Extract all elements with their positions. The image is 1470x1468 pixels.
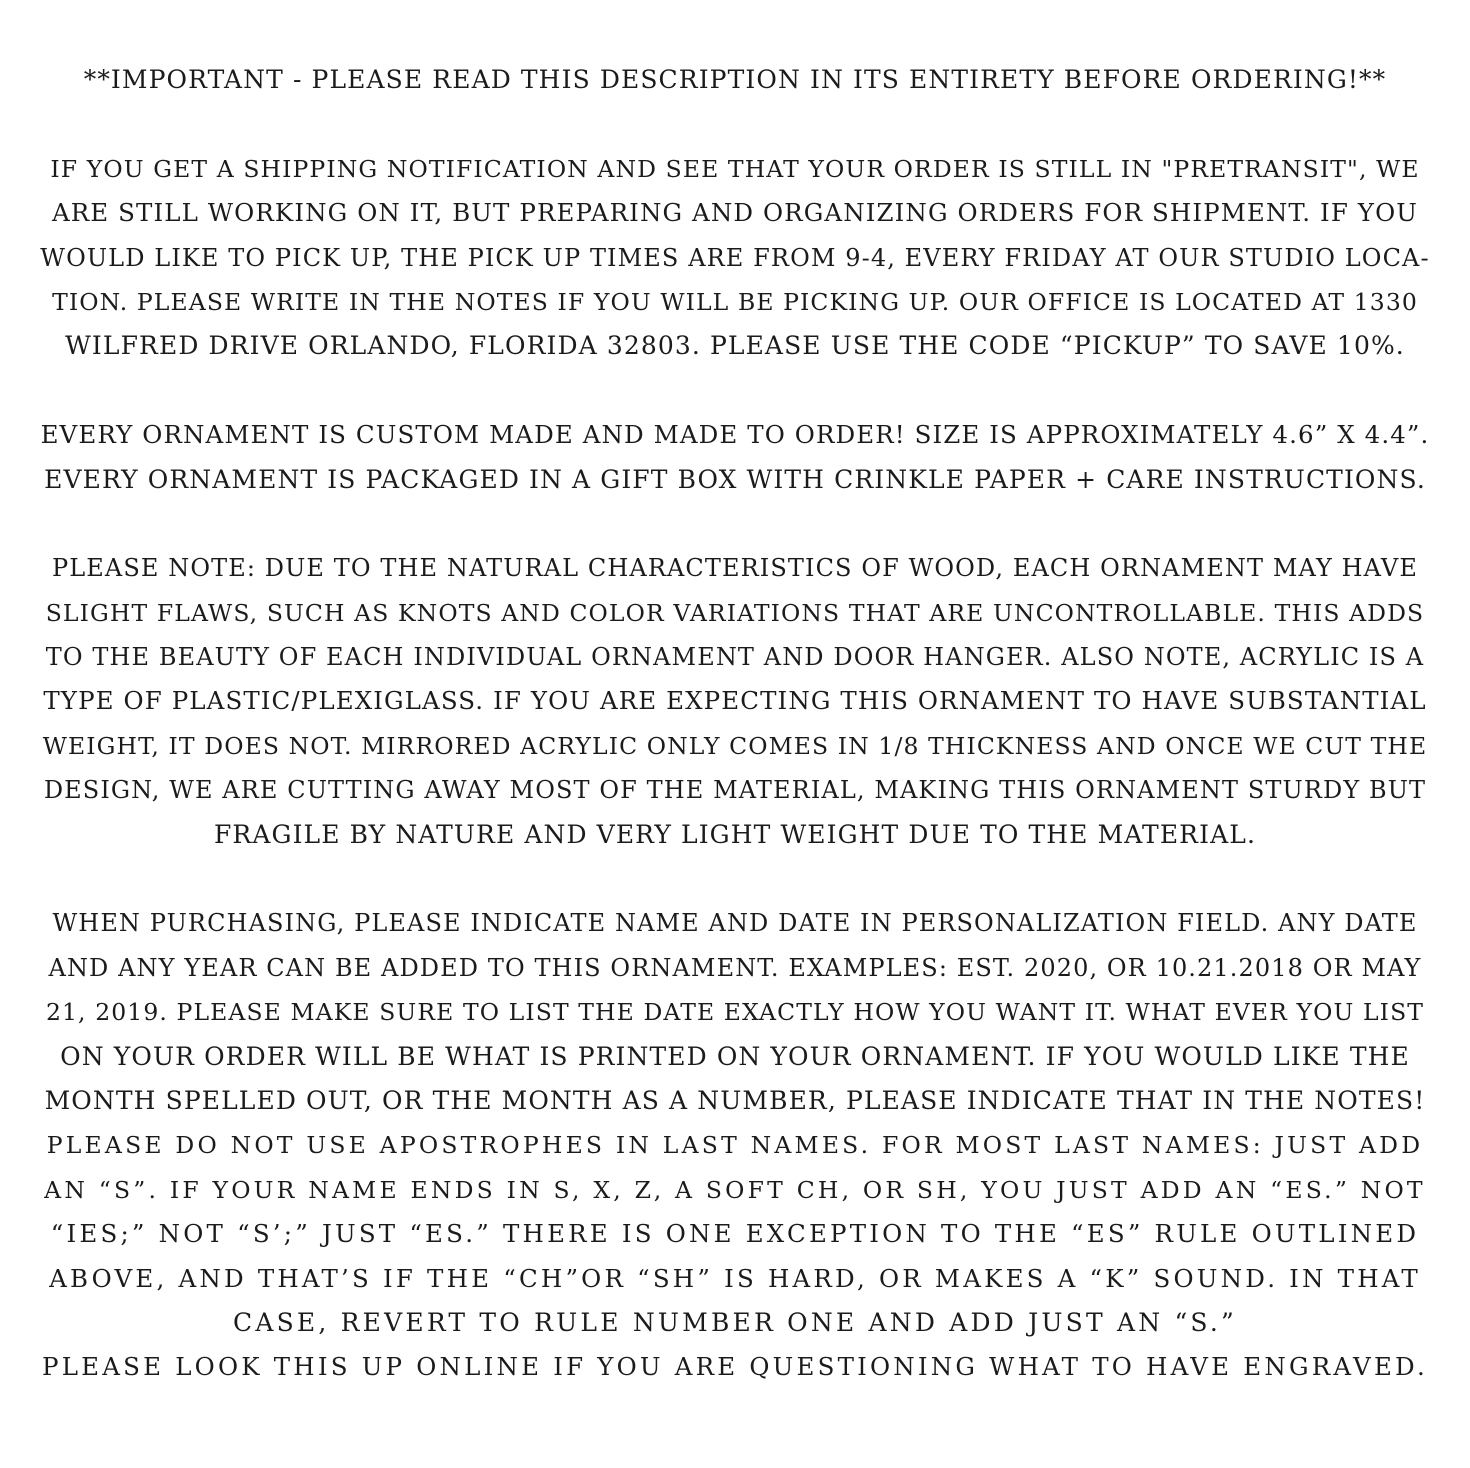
ornament-size-paragraph <box>40 413 1430 502</box>
paragraph-line: WOULD LIKE TO PICK UP, THE PICK UP TIMES ARE FROM 9-4, EVERY FRIDAY AT OUR STUDIO LOCA- <box>40 243 1430 272</box>
paragraph-line: TO THE BEAUTY OF EACH INDIVIDUAL ORNAMENT AND DOOR HANGER. ALSO NOTE, ACRYLIC IS A <box>45 643 1425 672</box>
paragraph-line: TION. PLEASE WRITE IN THE NOTES IF YOU WILL BE PICKING UP. OUR OFFICE IS LOCATED AT 1330 <box>52 287 1418 316</box>
paragraph-line: ON YOUR ORDER WILL BE WHAT IS PRINTED ON YOUR ORNAMENT. IF YOU WOULD LIKE THE <box>60 1041 1410 1071</box>
paragraph-line: PLEASE NOTE: DUE TO THE NATURAL CHARACTERISTICS OF WOOD, EACH ORNAMENT MAY HAVE <box>52 554 1418 583</box>
paragraph-gap <box>40 369 1430 413</box>
paragraph-line: MONTH SPELLED OUT, OR THE MONTH AS A NUMBER, PLEASE INDICATE THAT IN THE NOTES! <box>44 1085 1426 1115</box>
description-document <box>40 58 1430 1390</box>
paragraph-line: IF YOU GET A SHIPPING NOTIFICATION AND SEE THAT YOUR ORDER IS STILL IN "PRETRANSIT", WE <box>50 154 1420 183</box>
apostrophe-rule-line: AN “S”. IF YOUR NAME ENDS IN S, X, Z, A SOFT CH, OR SH, YOU JUST ADD AN “ES.” NOT <box>44 1175 1426 1204</box>
paragraph-line: ARE STILL WORKING ON IT, BUT PREPARING AND ORGANIZING ORDERS FOR SHIPMENT. IF YOU <box>51 198 1419 228</box>
shipping-paragraph <box>40 147 1430 369</box>
paragraph-line: WILFRED DRIVE ORLANDO, FLORIDA 32803. PLEASE USE THE CODE “PICKUP” TO SAVE 10%. <box>65 331 1405 361</box>
apostrophe-rule-line: ABOVE, AND THAT’S IF THE “CH”OR “SH” IS HARD, OR MAKES A “K” SOUND. IN THAT <box>49 1263 1421 1293</box>
paragraph-gap <box>40 857 1430 901</box>
apostrophe-rule-line: PLEASE LOOK THIS UP ONLINE IF YOU ARE QUESTIONING WHAT TO HAVE ENGRAVED. <box>42 1352 1428 1382</box>
paragraph-line: EVERY ORNAMENT IS PACKAGED IN A GIFT BOX WITH CRINKLE PAPER + CARE INSTRUCTIONS. <box>44 464 1426 494</box>
paragraph-line: WHEN PURCHASING, PLEASE INDICATE NAME AND DATE IN PERSONALIZATION FIELD. ANY DATE <box>52 909 1418 938</box>
paragraph-line: AND ANY YEAR CAN BE ADDED TO THIS ORNAMENT. EXAMPLES: EST. 2020, OR 10.21.2018 OR MAY <box>48 953 1422 982</box>
important-heading: **IMPORTANT - PLEASE READ THIS DESCRIPTION IN ITS ENTIRETY BEFORE ORDERING!** <box>83 65 1387 94</box>
paragraph-line: TYPE OF PLASTIC/PLEXIGLASS. IF YOU ARE EXPECTING THIS ORNAMENT TO HAVE SUBSTANTIAL <box>43 686 1427 716</box>
paragraph-line: SLIGHT FLAWS, SUCH AS KNOTS AND COLOR VARIATIONS THAT ARE UNCONTROLLABLE. THIS ADDS <box>45 598 1425 627</box>
paragraph-line: EVERY ORNAMENT IS CUSTOM MADE AND MADE TO ORDER! SIZE IS APPROXIMATELY 4.6” X 4.4”. <box>40 420 1430 450</box>
personalization-paragraph <box>40 901 1430 1389</box>
paragraph-line: 21, 2019. PLEASE MAKE SURE TO LIST THE DATE EXACTLY HOW YOU WANT IT. WHAT EVER YOU LIST <box>45 998 1425 1027</box>
apostrophe-rule-line: PLEASE DO NOT USE APOSTROPHES IN LAST NAMES. FOR MOST LAST NAMES: JUST ADD <box>46 1131 1424 1160</box>
paragraph-line: WEIGHT, IT DOES NOT. MIRRORED ACRYLIC ONLY COMES IN 1/8 THICKNESS AND ONCE WE CUT THE <box>42 731 1428 760</box>
paragraph-gap <box>40 102 1430 146</box>
paragraph-gap <box>40 502 1430 546</box>
apostrophe-rule-line: “IES;” NOT “S’;” JUST “ES.” THERE IS ONE EXCEPTION TO THE “ES” RULE OUTLINED <box>50 1219 1420 1249</box>
paragraph-line: DESIGN, WE ARE CUTTING AWAY MOST OF THE MATERIAL, MAKING THIS ORNAMENT STURDY BUT <box>43 776 1427 805</box>
material-note-paragraph <box>40 546 1430 857</box>
paragraph-line: FRAGILE BY NATURE AND VERY LIGHT WEIGHT DUE TO THE MATERIAL. <box>213 819 1256 849</box>
apostrophe-rule-line: CASE, REVERT TO RULE NUMBER ONE AND ADD JUST AN “S.” <box>232 1307 1237 1337</box>
